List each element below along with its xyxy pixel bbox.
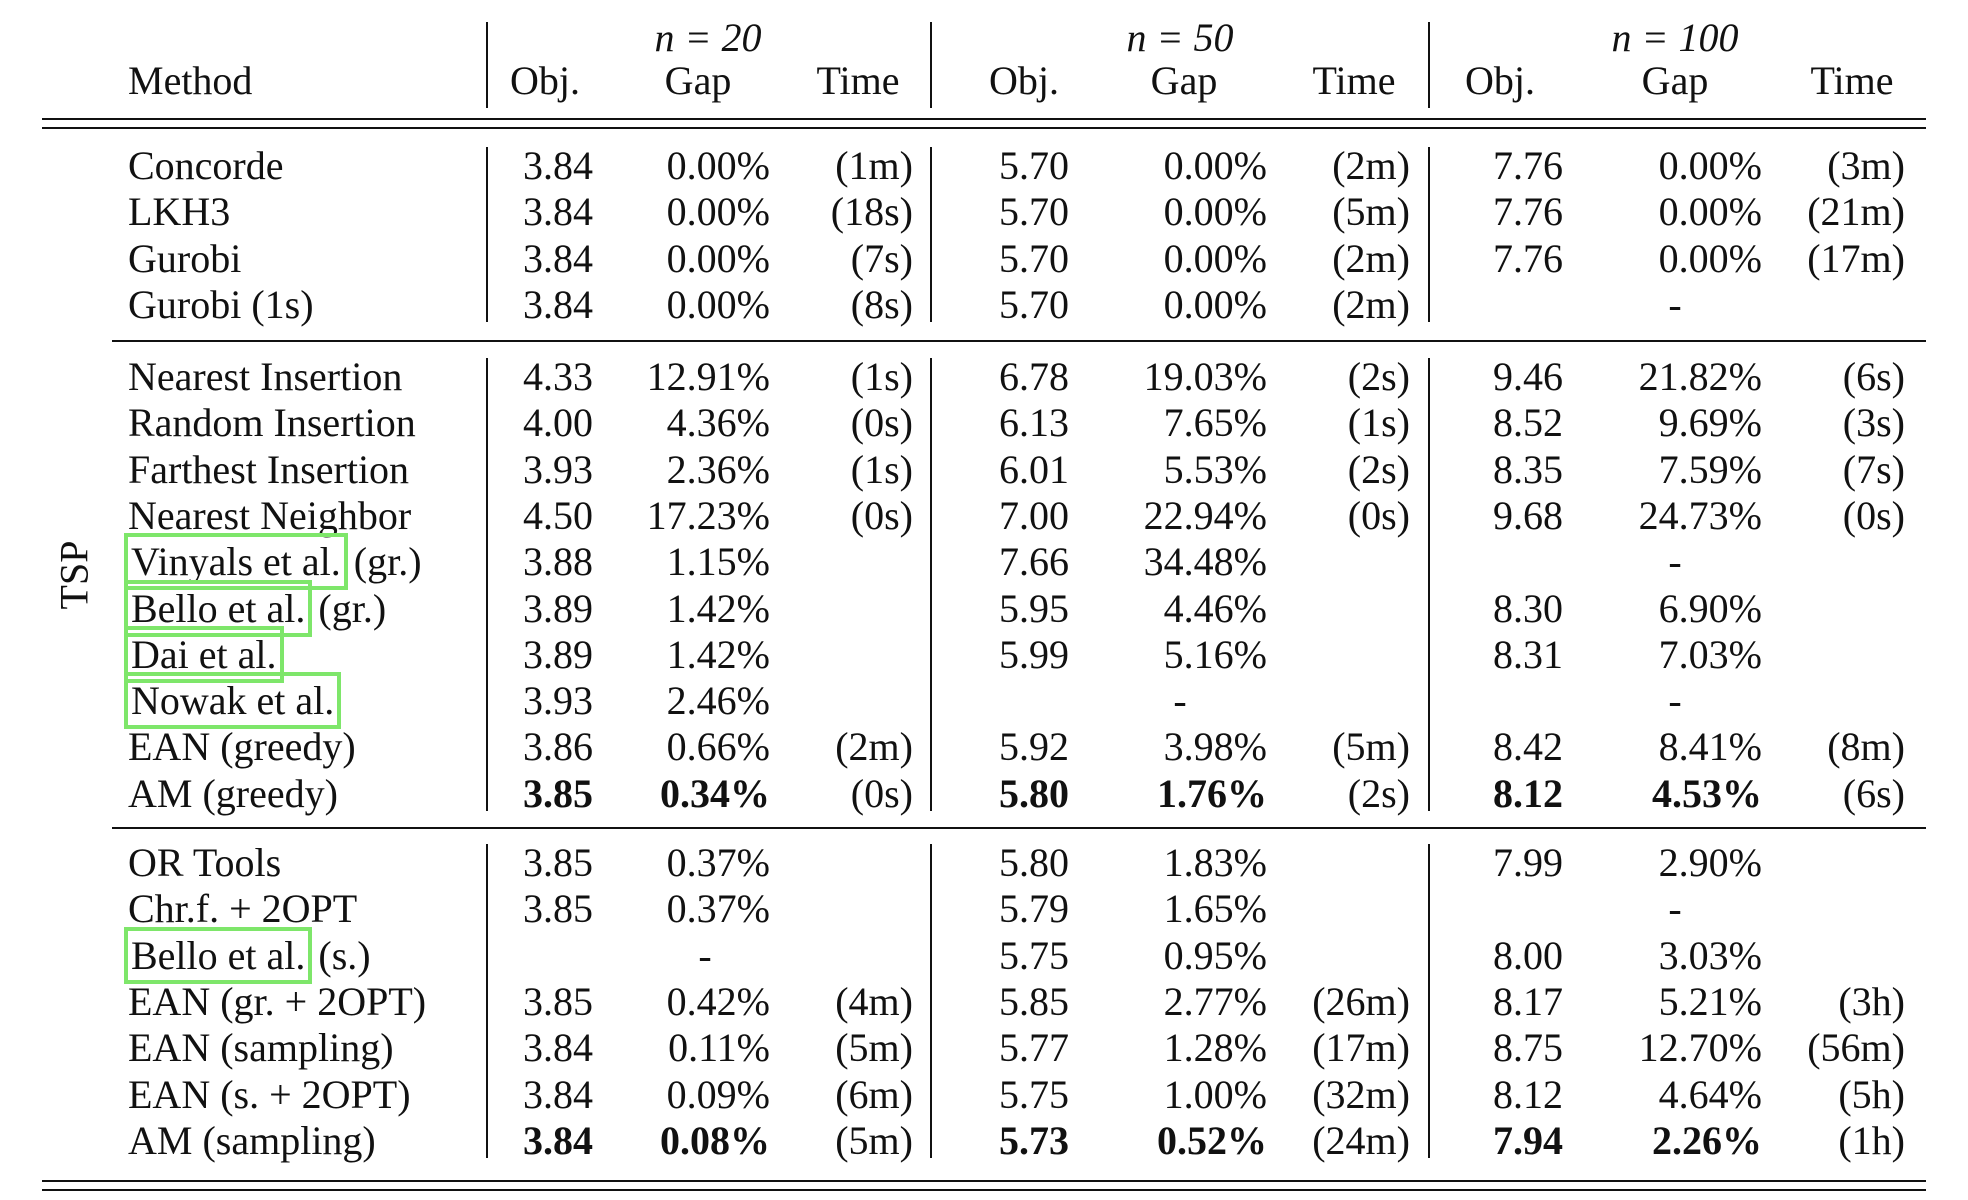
method-cell	[128, 400, 416, 446]
method-cell	[128, 886, 357, 932]
table-cell: 4.33	[523, 354, 593, 399]
table-cell: (2m)	[1332, 236, 1410, 281]
table-cell: (24m)	[1312, 1118, 1410, 1163]
method-name: Chr.f. + 2OPT	[128, 886, 358, 931]
method-cell	[128, 189, 230, 235]
method-name: Nearest Insertion	[128, 354, 403, 399]
table-cell: 1.00%	[1163, 1072, 1267, 1117]
table-cell: (0s)	[850, 493, 913, 538]
table-cell: 12.91%	[646, 354, 770, 399]
method-cell	[128, 447, 409, 493]
table-cell: 0.00%	[1658, 143, 1762, 188]
method-cell	[128, 1072, 411, 1118]
problem-label: TSP	[51, 540, 97, 610]
table-cell: 5.70	[999, 143, 1069, 188]
table-cell: (5m)	[1332, 189, 1410, 234]
table-cell: (0s)	[1842, 493, 1905, 538]
table-cell: 2.26%	[1652, 1118, 1762, 1163]
table-cell: (0s)	[850, 400, 913, 445]
table-cell: 3.85	[523, 840, 593, 885]
table-cell: 0.00%	[1658, 189, 1762, 234]
table-cell: 1.65%	[1163, 886, 1267, 931]
table-cell: 9.69%	[1658, 400, 1762, 445]
table-cell: (5m)	[1332, 724, 1410, 769]
table-cell: 3.85	[523, 771, 593, 816]
table-cell: 5.73	[999, 1118, 1069, 1163]
table-cell: (0s)	[850, 771, 913, 816]
top-rule	[42, 127, 1926, 129]
table-cell: 5.80	[999, 771, 1069, 816]
citation-link[interactable]: Dai et al.	[124, 626, 284, 683]
column-separator	[930, 358, 932, 811]
table-cell: 5.85	[999, 979, 1069, 1024]
table-cell: 5.70	[999, 236, 1069, 281]
table-cell: (5m)	[835, 1118, 913, 1163]
table-cell: 8.12	[1493, 771, 1563, 816]
column-separator	[1428, 22, 1430, 108]
method-cell	[128, 979, 426, 1025]
table-cell: (56m)	[1807, 1025, 1905, 1070]
column-separator	[1428, 844, 1430, 1158]
table-cell: (8s)	[850, 282, 913, 327]
table-cell: (3m)	[1827, 143, 1905, 188]
table-cell: 8.17	[1493, 979, 1563, 1024]
table-cell: 3.93	[523, 678, 593, 723]
table-cell: 5.80	[999, 840, 1069, 885]
table-cell: 4.64%	[1658, 1072, 1762, 1117]
table-cell: (2s)	[1347, 354, 1410, 399]
table-cell: 3.84	[523, 1072, 593, 1117]
method-cell	[128, 771, 338, 817]
table-cell: 19.03%	[1143, 354, 1267, 399]
method-name: EAN (greedy)	[128, 724, 356, 769]
table-cell: 3.84	[523, 236, 593, 281]
table-cell: 4.36%	[666, 400, 770, 445]
table-cell: -	[1173, 678, 1187, 723]
table-cell: 4.50	[523, 493, 593, 538]
section-rule	[112, 827, 1926, 829]
table-cell: 0.09%	[666, 1072, 770, 1117]
column-header: Obj.	[1465, 58, 1535, 103]
table-cell: (3h)	[1838, 979, 1905, 1024]
table-cell: 0.11%	[668, 1025, 770, 1070]
column-header: Time	[1312, 58, 1396, 103]
method-name: OR Tools	[128, 840, 282, 885]
table-cell: 3.86	[523, 724, 593, 769]
table-cell: 34.48%	[1143, 539, 1267, 584]
table-cell: 8.30	[1493, 586, 1563, 631]
table-cell: 5.53%	[1163, 447, 1267, 492]
table-cell: (7s)	[850, 236, 913, 281]
table-cell: 8.42	[1493, 724, 1563, 769]
table-cell: 6.01	[999, 447, 1069, 492]
table-cell: 3.84	[523, 1118, 593, 1163]
column-separator	[930, 844, 932, 1158]
table-cell: 2.46%	[666, 678, 770, 723]
method-name: Nearest Neighbor	[128, 493, 412, 538]
table-cell: 3.93	[523, 447, 593, 492]
method-name: LKH3	[128, 189, 231, 234]
table-cell: 3.98%	[1163, 724, 1267, 769]
column-separator	[930, 147, 932, 322]
table-cell: 7.76	[1493, 143, 1563, 188]
table-cell: (18s)	[830, 189, 913, 234]
table-cell: (5h)	[1838, 1072, 1905, 1117]
table-cell: (1s)	[850, 447, 913, 492]
column-separator	[930, 22, 932, 108]
top-rule	[42, 118, 1926, 120]
section-rule	[112, 340, 1926, 342]
citation-link[interactable]: Bello et al.	[124, 580, 312, 637]
table-cell: 0.37%	[666, 840, 770, 885]
table-cell: 5.75	[999, 933, 1069, 978]
table-cell: -	[1668, 539, 1682, 584]
method-cell	[128, 840, 281, 886]
group-n-label: n = 50	[1126, 15, 1234, 60]
table-cell: 22.94%	[1143, 493, 1267, 538]
table-cell: 8.00	[1493, 933, 1563, 978]
table-cell: -	[698, 933, 712, 978]
table-cell: (17m)	[1807, 236, 1905, 281]
table-cell: 0.00%	[666, 236, 770, 281]
method-name: Random Insertion	[128, 400, 416, 445]
table-cell: 0.00%	[1658, 236, 1762, 281]
table-cell: 3.85	[523, 979, 593, 1024]
table-cell: (4m)	[835, 979, 913, 1024]
group-n-label: n = 100	[1611, 15, 1739, 60]
table-cell: 5.77	[999, 1025, 1069, 1070]
bottom-rule	[42, 1180, 1926, 1182]
table-cell: 0.00%	[1163, 236, 1267, 281]
table-cell: (2s)	[1347, 771, 1410, 816]
citation-link[interactable]: Bello et al.	[124, 927, 312, 984]
table-cell: 1.42%	[666, 632, 770, 677]
column-header: Obj.	[989, 58, 1059, 103]
method-name: Concorde	[128, 143, 284, 188]
table-cell: 8.12	[1493, 1072, 1563, 1117]
table-cell: 4.46%	[1163, 586, 1267, 631]
table-cell: 0.66%	[666, 724, 770, 769]
method-cell	[128, 354, 402, 400]
column-header: Gap	[664, 58, 732, 103]
table-cell: 8.52	[1493, 400, 1563, 445]
column-separator	[486, 358, 488, 811]
table-cell: 0.00%	[1163, 282, 1267, 327]
table-cell: (26m)	[1312, 979, 1410, 1024]
method-cell	[128, 236, 241, 282]
table-cell: 5.16%	[1163, 632, 1267, 677]
method-name: Gurobi	[128, 236, 242, 281]
table-cell: 3.84	[523, 282, 593, 327]
table-cell: -	[1668, 886, 1682, 931]
table-cell: 1.28%	[1163, 1025, 1267, 1070]
table-cell: 5.79	[999, 886, 1069, 931]
table-cell: 3.03%	[1658, 933, 1762, 978]
method-cell	[128, 724, 356, 770]
table-cell: 3.84	[523, 143, 593, 188]
table-cell: 7.00	[999, 493, 1069, 538]
table-cell: 6.13	[999, 400, 1069, 445]
table-cell: 7.94	[1493, 1118, 1563, 1163]
table-cell: 24.73%	[1638, 493, 1762, 538]
table-cell: 1.42%	[666, 586, 770, 631]
table-cell: 0.34%	[660, 771, 770, 816]
column-header: Gap	[1641, 58, 1709, 103]
table-cell: 21.82%	[1638, 354, 1762, 399]
table-cell: 3.89	[523, 586, 593, 631]
table-cell: (17m)	[1312, 1025, 1410, 1070]
table-cell: 0.00%	[1163, 143, 1267, 188]
table-cell: (6m)	[835, 1072, 913, 1117]
table-cell: 0.42%	[666, 979, 770, 1024]
column-header: Time	[1810, 58, 1894, 103]
table-cell: 5.92	[999, 724, 1069, 769]
table-cell: 12.70%	[1638, 1025, 1762, 1070]
method-cell	[128, 933, 371, 979]
table-cell: 8.35	[1493, 447, 1563, 492]
table-cell: (6s)	[1842, 771, 1905, 816]
table-cell: 5.70	[999, 189, 1069, 234]
table-cell: 7.59%	[1658, 447, 1762, 492]
table-cell: 0.00%	[666, 282, 770, 327]
table-cell: 2.77%	[1163, 979, 1267, 1024]
column-separator	[1428, 358, 1430, 811]
table-cell: 3.85	[523, 886, 593, 931]
method-name: AM (greedy)	[128, 771, 338, 816]
table-cell: (2m)	[1332, 282, 1410, 327]
method-suffix: (gr.)	[308, 586, 387, 631]
table-cell: 8.75	[1493, 1025, 1563, 1070]
column-separator	[486, 844, 488, 1158]
column-header: Time	[816, 58, 900, 103]
table-cell: (3s)	[1842, 400, 1905, 445]
table-cell: 1.76%	[1157, 771, 1267, 816]
column-separator	[486, 147, 488, 322]
table-cell: (5m)	[835, 1025, 913, 1070]
column-header: Gap	[1150, 58, 1218, 103]
table-cell: 8.31	[1493, 632, 1563, 677]
table-cell: -	[1668, 678, 1682, 723]
table-cell: (1s)	[1347, 400, 1410, 445]
table-cell: 5.99	[999, 632, 1069, 677]
table-cell: 5.95	[999, 586, 1069, 631]
table-cell: 6.78	[999, 354, 1069, 399]
table-cell: (1s)	[850, 354, 913, 399]
method-header: Method	[128, 58, 253, 103]
table-cell: (1h)	[1838, 1118, 1905, 1163]
table-cell: 7.03%	[1658, 632, 1762, 677]
table-cell: 3.88	[523, 539, 593, 584]
table-cell: (0s)	[1347, 493, 1410, 538]
table-cell: 5.70	[999, 282, 1069, 327]
table-cell: 5.75	[999, 1072, 1069, 1117]
table-cell: -	[1668, 282, 1682, 327]
table-cell: 2.90%	[1658, 840, 1762, 885]
group-n-label: n = 20	[654, 15, 762, 60]
table-cell: 7.65%	[1163, 400, 1267, 445]
table-cell: (1m)	[835, 143, 913, 188]
table-cell: 3.84	[523, 1025, 593, 1070]
table-cell: 7.99	[1493, 840, 1563, 885]
method-name: Gurobi (1s)	[128, 282, 314, 327]
table-cell: (21m)	[1807, 189, 1905, 234]
table-cell: 9.46	[1493, 354, 1563, 399]
method-cell	[128, 282, 314, 328]
table-cell: 0.37%	[666, 886, 770, 931]
citation-link[interactable]: Vinyals et al.	[124, 533, 348, 590]
table-cell: 1.15%	[666, 539, 770, 584]
table-cell: 7.66	[999, 539, 1069, 584]
table-cell: 0.00%	[666, 189, 770, 234]
table-cell: (2m)	[835, 724, 913, 769]
bottom-rule	[42, 1189, 1926, 1191]
method-name: EAN (s. + 2OPT)	[128, 1072, 411, 1117]
table-cell: 3.89	[523, 632, 593, 677]
method-cell	[128, 143, 284, 189]
table-cell: (7s)	[1842, 447, 1905, 492]
table-cell: 7.76	[1493, 236, 1563, 281]
table-cell: (6s)	[1842, 354, 1905, 399]
table-cell: 3.84	[523, 189, 593, 234]
method-cell	[128, 1118, 376, 1164]
method-cell	[128, 539, 422, 585]
table-cell: 17.23%	[646, 493, 770, 538]
table-cell: 5.21%	[1658, 979, 1762, 1024]
table-cell: 1.83%	[1163, 840, 1267, 885]
table-cell: 0.00%	[666, 143, 770, 188]
method-name: EAN (sampling)	[128, 1025, 394, 1070]
column-separator	[486, 22, 488, 108]
table-cell: 0.95%	[1163, 933, 1267, 978]
method-name: AM (sampling)	[128, 1118, 376, 1163]
table-cell: (2s)	[1347, 447, 1410, 492]
table-cell: 9.68	[1493, 493, 1563, 538]
table-cell: 0.00%	[1163, 189, 1267, 234]
column-header: Obj.	[510, 58, 580, 103]
method-cell	[128, 678, 337, 724]
method-suffix: (s.)	[308, 933, 371, 978]
citation-link[interactable]: Nowak et al.	[124, 672, 341, 729]
table-cell: 8.41%	[1658, 724, 1762, 769]
table-cell: (2m)	[1332, 143, 1410, 188]
table-cell: 4.00	[523, 400, 593, 445]
table-cell: 4.53%	[1652, 771, 1762, 816]
table-cell: (32m)	[1312, 1072, 1410, 1117]
table-cell: 2.36%	[666, 447, 770, 492]
method-name: EAN (gr. + 2OPT)	[128, 979, 427, 1024]
table-cell: (8m)	[1827, 724, 1905, 769]
table-cell: 7.76	[1493, 189, 1563, 234]
column-separator	[1428, 147, 1430, 322]
method-cell	[128, 1025, 394, 1071]
method-suffix: (gr.)	[343, 539, 422, 584]
table-cell: 6.90%	[1658, 586, 1762, 631]
table-cell: 0.52%	[1157, 1118, 1267, 1163]
method-name: Farthest Insertion	[128, 447, 410, 492]
table-cell: 0.08%	[660, 1118, 770, 1163]
